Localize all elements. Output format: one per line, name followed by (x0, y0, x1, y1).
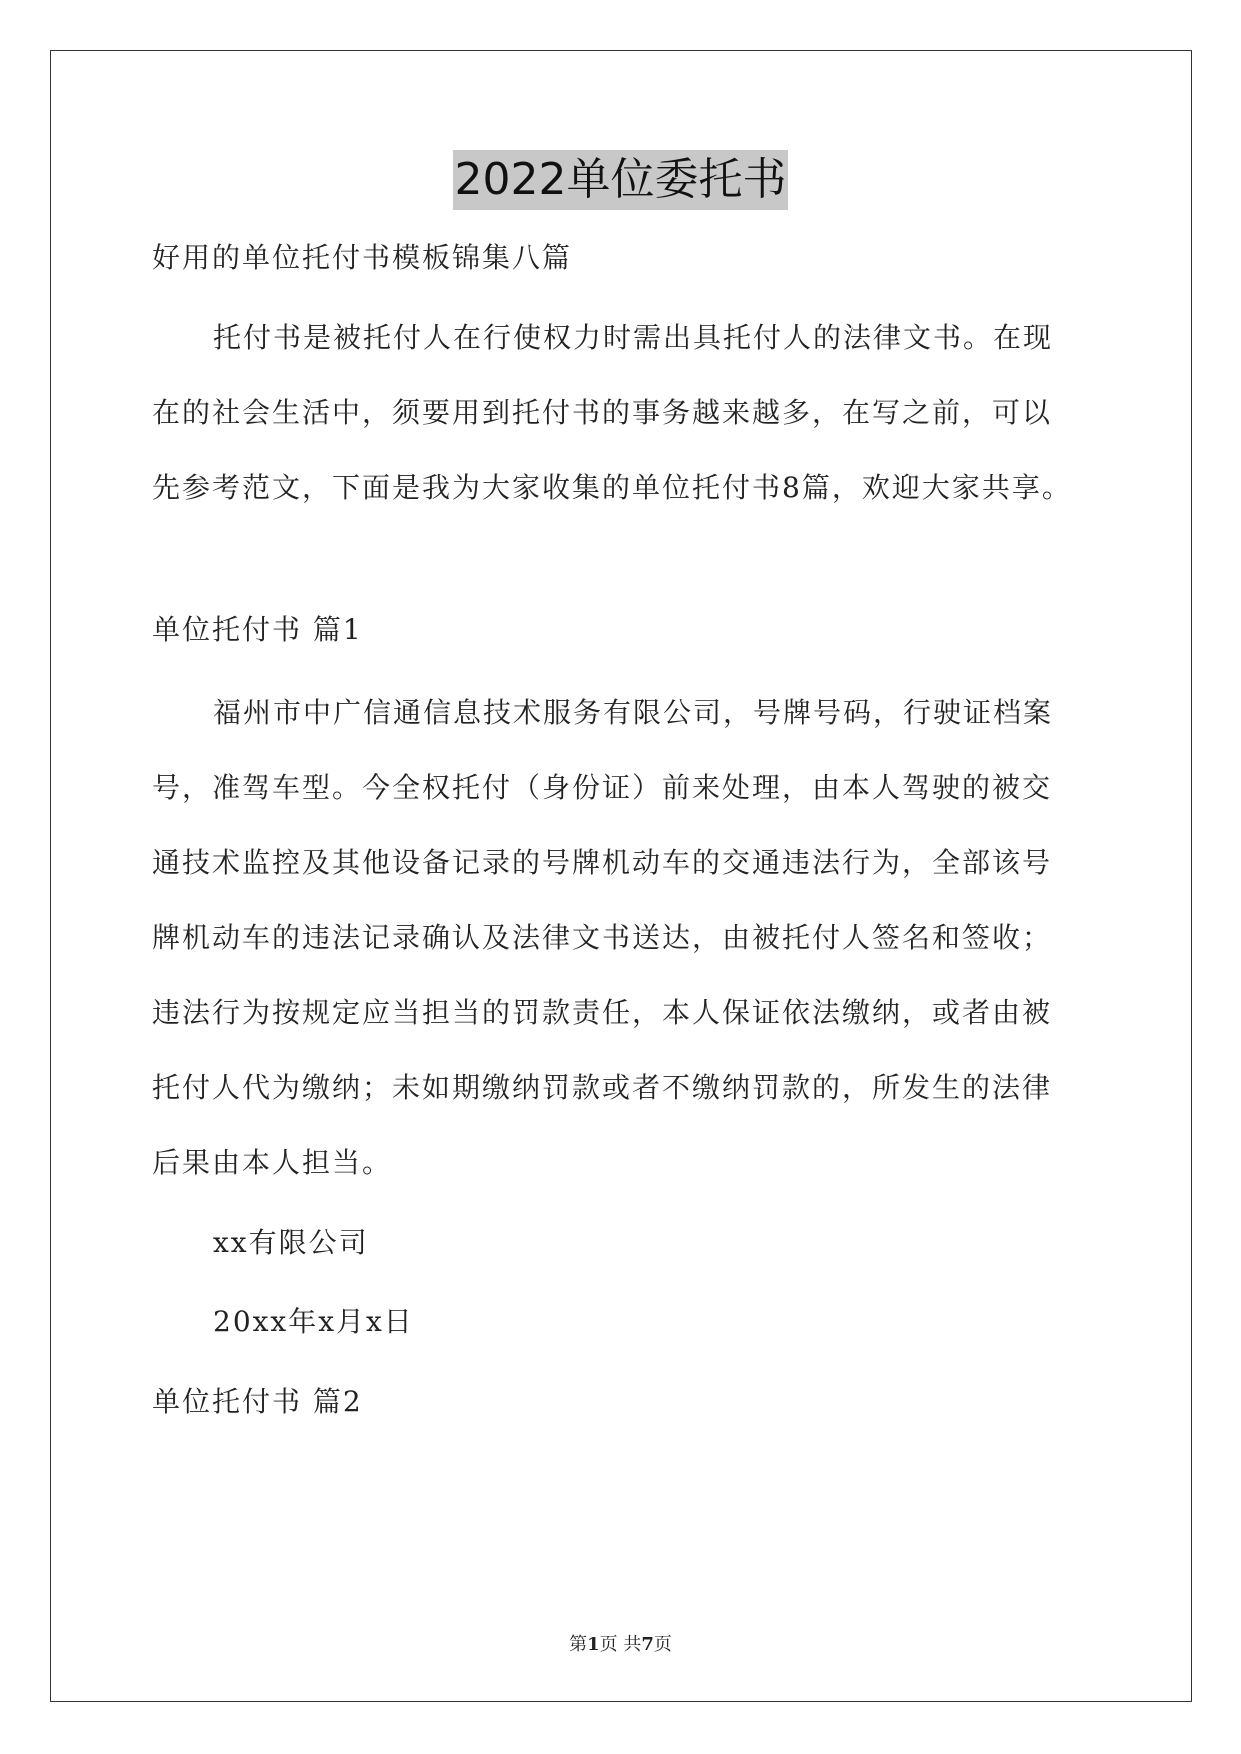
signing-date: 20xx年x月x日 (213, 1305, 414, 1338)
company-name: xx有限公司 (213, 1226, 369, 1259)
document-subtitle: 好用的单位托付书模板锦集八篇 (152, 241, 573, 274)
section1-line-7: 后果由本人担当。 (152, 1146, 393, 1179)
document-title-text: 2022单位委托书 (453, 150, 789, 210)
page-footer (0, 1630, 1241, 1656)
document-title (0, 150, 1241, 210)
footer-total-pages: 7 (641, 1634, 654, 1655)
footer-prefix: 第 (569, 1634, 588, 1655)
section1-line-5: 违法行为按规定应当担当的罚款责任，本人保证依法缴纳，或者由被 (152, 996, 1053, 1029)
section1-line-1: 福州市中广信通信息技术服务有限公司，号牌号码，行驶证档案 (213, 696, 1054, 729)
section1-line-2: 号，准驾车型。今全权托付（身份证）前来处理，由本人驾驶的被交 (152, 771, 1053, 804)
footer-page-number: 1 (587, 1634, 600, 1655)
section-heading-2: 单位托付书 篇2 (152, 1385, 363, 1418)
intro-line-1: 托付书是被托付人在行使权力时需出具托付人的法律文书。在现 (213, 321, 1054, 354)
section1-line-3: 通技术监控及其他设备记录的号牌机动车的交通违法行为，全部该号 (152, 846, 1053, 879)
intro-line-2: 在的社会生活中，须要用到托付书的事务越来越多，在写之前，可以 (152, 396, 1053, 429)
section1-line-6: 托付人代为缴纳；未如期缴纳罚款或者不缴纳罚款的，所发生的法律 (152, 1071, 1053, 1104)
intro-line-3: 先参考范文，下面是我为大家收集的单位托付书8篇，欢迎大家共享。 (152, 471, 1072, 504)
footer-mid: 页 共 (599, 1634, 642, 1655)
section1-line-4: 牌机动车的违法记录确认及法律文书送达，由被托付人签名和签收； (152, 921, 1053, 954)
footer-suffix: 页 (653, 1634, 672, 1655)
section-heading-1: 单位托付书 篇1 (152, 613, 363, 646)
